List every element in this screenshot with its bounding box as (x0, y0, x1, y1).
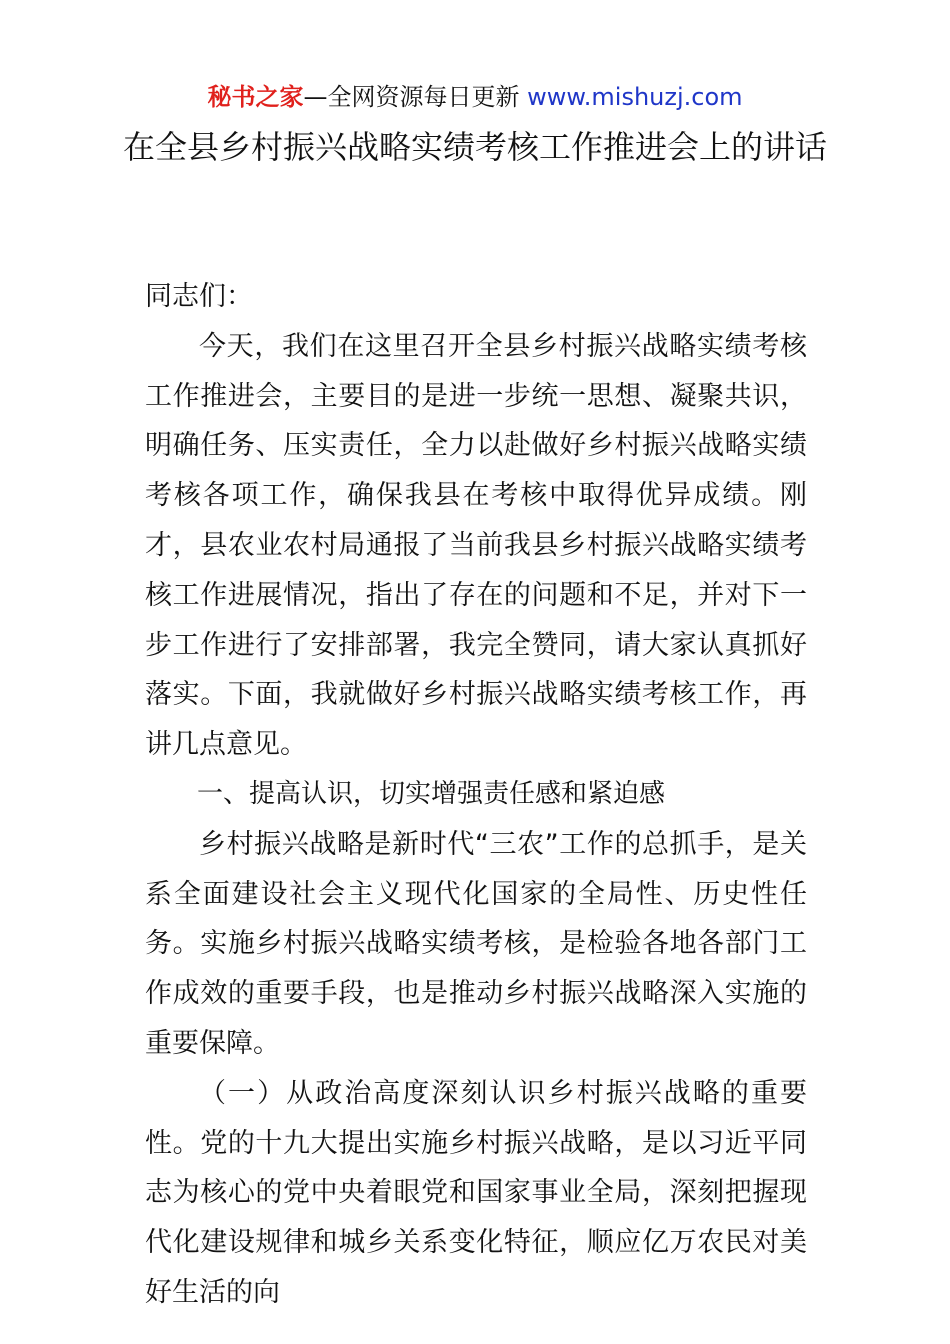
site-header (0, 80, 950, 114)
site-url-link[interactable]: www.mishuzj.com (527, 83, 743, 111)
paragraph-subsection-1: （一）从政治高度深刻认识乡村振兴战略的重要性。党的十九大提出实施乡村振兴战略，是以习近平同志为核心的党中央着眼党和国家事业全局，深刻把握现代化建设规律和城乡关系变化特征，顺应亿万农民对美好生活的向 (145, 1077, 807, 1308)
salutation: 同志们： (145, 281, 253, 312)
document-body (145, 272, 807, 1318)
site-slogan: —全网资源每日更新 (303, 83, 528, 111)
section-heading-1: 一、提高认识，切实增强责任感和紧迫感 (197, 778, 666, 809)
paragraph-section-1: 乡村振兴战略是新时代“三农”工作的总抓手，是关系全面建设社会主义现代化国家的全局性、历史性任务。实施乡村振兴战略实绩考核，是检验各地各部门工作成效的重要手段，也是推动乡村振兴战略深入实施的重要保障。 (145, 828, 807, 1059)
site-brand: 秘书之家 (207, 83, 304, 111)
document-title: 在全县乡村振兴战略实绩考核工作推进会上的讲话 (122, 128, 827, 166)
paragraph-intro: 今天，我们在这里召开全县乡村振兴战略实绩考核工作推进会，主要目的是进一步统一思想、凝聚共识，明确任务、压实责任，全力以赴做好乡村振兴战略实绩考核各项工作，确保我县在考核中取得优异成绩。刚才，县农业农村局通报了当前我县乡村振兴战略实绩考核工作进展情况，指出了存在的问题和不足，并对下一步工作进行了安排部署，我完全赞同，请大家认真抓好落实。下面，我就做好乡村振兴战略实绩考核工作，再讲几点意见。 (145, 330, 807, 761)
